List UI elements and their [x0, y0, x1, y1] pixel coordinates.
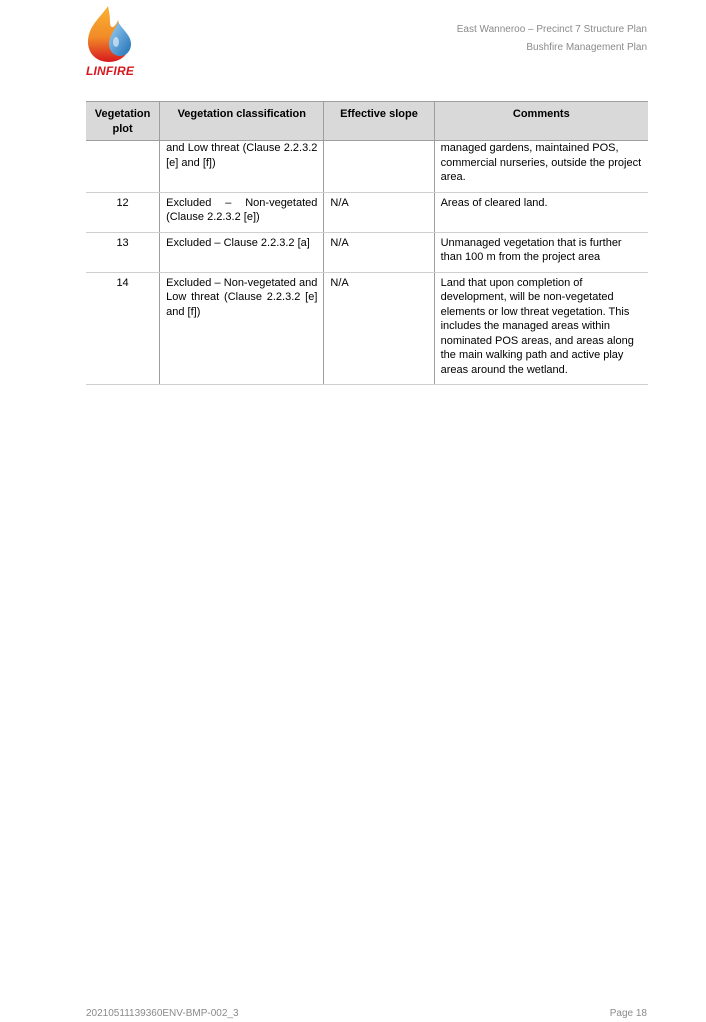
cell-comments: Unmanaged vegetation that is further than 100 m from the project area: [434, 232, 648, 272]
cell-slope: [324, 141, 434, 193]
flame-droplet-icon: [82, 4, 138, 64]
page-number: Page 18: [609, 1008, 647, 1019]
logo-wordmark: LINFIRE: [85, 64, 135, 78]
cell-slope: N/A: [324, 192, 434, 232]
table-row: [86, 141, 648, 193]
document-id: 20210511139360ENV-BMP-002_3: [86, 1008, 239, 1019]
column-header-classification: Vegetation classification: [160, 102, 324, 141]
cell-comments: Areas of cleared land.: [434, 192, 648, 232]
column-header-slope: Effective slope: [324, 102, 434, 141]
cell-plot: 12: [86, 192, 160, 232]
cell-plot: 14: [86, 272, 160, 385]
table-header-row: [86, 102, 648, 141]
cell-classification: and Low threat (Clause 2.2.3.2 [e] and [f]): [160, 141, 324, 193]
linfire-logo: [82, 4, 138, 80]
table-row: [86, 232, 648, 272]
cell-comments: managed gardens, maintained POS, commercial nurseries, outside the project area.: [434, 141, 648, 193]
cell-plot: 13: [86, 232, 160, 272]
document-subtitle: Bushfire Management Plan: [526, 42, 647, 53]
page-header: [457, 21, 647, 57]
cell-comments: Land that upon completion of development, will be non-vegetated elements or low threat vegetation. This includes the managed areas within nominated POS areas, and areas along the main walking path and active play areas around the wetland.: [434, 272, 648, 385]
cell-classification: Excluded – Non-vegetated (Clause 2.2.3.2 [e]): [160, 192, 324, 232]
table-row: [86, 272, 648, 385]
cell-slope: N/A: [324, 272, 434, 385]
document-title: East Wanneroo – Precinct 7 Structure Plan: [456, 24, 647, 35]
cell-classification: Excluded – Clause 2.2.3.2 [a]: [160, 232, 324, 272]
column-header-plot: Vegetation plot: [86, 102, 160, 141]
cell-plot: [86, 141, 160, 193]
cell-classification: Excluded – Non-vegetated and Low threat (Clause 2.2.3.2 [e] and [f]): [160, 272, 324, 385]
vegetation-table: [86, 101, 648, 385]
column-header-comments: Comments: [434, 102, 648, 141]
table-row: [86, 192, 648, 232]
cell-slope: N/A: [324, 232, 434, 272]
